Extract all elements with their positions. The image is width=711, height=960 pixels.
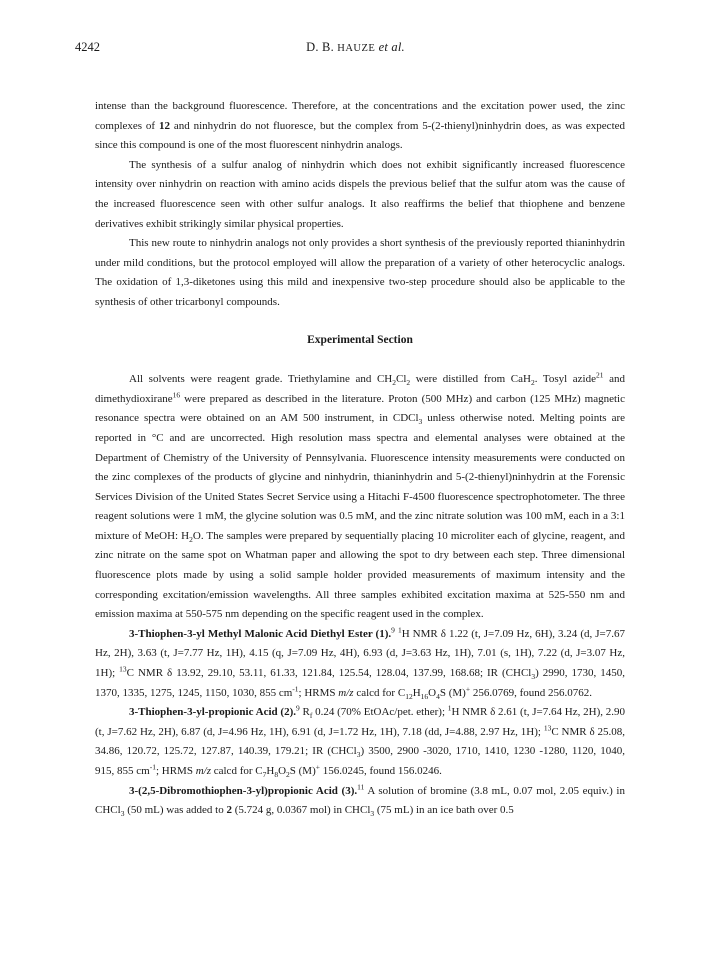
compound-title: 3-(2,5-Dibromothiophen-3-yl)propionic Acid (3).	[129, 784, 358, 797]
author-surname: HAUZE	[337, 43, 376, 54]
compound-title: 3-Thiophen-3-yl Methyl Malonic Acid Diethyl Ester (1).	[129, 627, 392, 640]
paragraph: This new route to ninhydrin analogs not only provides a short synthesis of the previously reported thianinhydrin under mild conditions, but the protocol employed will allow the preparation of a variety of other heterocyclic analogs. The oxidation of 1,3-diketones using this mild and inexpensive two-step procedure should also be applicable to the synthesis of other tricarbonyl compounds.	[95, 237, 625, 308]
compound-title: 3-Thiophen-3-yl-propionic Acid (2).	[129, 706, 296, 719]
experimental-paragraph: All solvents were reagent grade. Triethylamine and $CH_2Cl_2$ were distilled from CaH$_2$. Tosyl azide$^{21}$ and dimethydioxirane$^{16}$ were prepared as described in the literature. Proton (500 MHz) and carbon (125 MHz) magnetic resonance spectra were obtained on an AM 500 instrument, in CDCl$_3$ unless otherwise noted. Melting points are reported in °C and are uncorrected. High resolution mass spectra and elemental analyses were obtained at the Department of Chemistry of the University of Pennsylvania. Fluorescence intensity measurements were conducted on the zinc complexes of the products of glycine and ninhydrin, thianinhydrin and 5-(2-thienyl)ninhydrin at the Forensic Services Division of the United States Secret Service using a Hitachi F-4500 fluorescence spectrophotometer. The three reagent solutions were 1 mM, the glycine solution was 0.5 mM, and the zinc nitrate solution was 100 mM, each in a 3:1 mixture of MeOH: $H_2O$. The samples were prepared by sequentially placing 10 microliter each of glycine, reagent, and zinc nitrate on the same spot on Whatman paper and allowing the spot to dry between each step. Three dimensional fluorescence plots made by using a solid sample holder provided measurements of maximum intensity and the corresponding excitation/emission wavelengths. All three samples exhibited excitation maxima at 525-550 nm and emission maxima at 550-575 nm depending on the specific reagent used in the complex.	[95, 370, 625, 621]
compound-3-entry: 3-(2,5-Dibromothiophen-3-yl)propionic Acid (3).$^{11}$ A solution of bromine (3.8 mL, 0.07 mol, 2.05 equiv.) in CHCl$_3$ (50 mL) was added to 2 (5.724 g, 0.0367 mol) in CHCl$_3$ (75 mL) in an ice bath over 0.5	[95, 781, 625, 819]
compound-1-entry: 3-Thiophen-3-yl Methyl Malonic Acid Diethyl Ester (1).$^9$ $^1$H NMR δ 1.22 (t, J=7.09 Hz, 6H), 3.24 (d, J=7.67 Hz, 2H), 3.63 (t, J=7.77 Hz, 1H), 4.15 (q, J=7.09 Hz, 4H), 6.93 (d, J=3.63 Hz, 1H), 7.01 (s, 1H), 7.22 (d, J=3.07 Hz, 1H); $^{13}$C NMR δ 13.92, 29.10, 53.11, 61.33, 121.84, 125.54, 128.04, 137.99, 168.68; IR (CHCl$_3$) 2990, 1730, 1450, 1370, 1335, 1275, 1245, 1150, 1030, 855 $cm^{-1}$; HRMS m/z calcd for $C_{12}H_{16}O_4S$ (M)+ 256.0769, found 256.0762.	[95, 625, 626, 701]
page-number: 4242	[75, 40, 100, 54]
section-title: Experimental Section	[307, 333, 413, 346]
paragraph: The synthesis of a sulfur analog of ninhydrin which does not exhibit significantly increased fluorescence intensity over ninhydrin on reaction with amino acids dispels the previous belief that the sulfur atom was the cause of the increased fluorescence seen with other sulfur analogs. It also reaffirms the belief that thiophene and benzene derivatives exhibit strikingly similar physical properties.	[95, 158, 625, 230]
compound-2-entry: 3-Thiophen-3-yl-propionic Acid (2).$^9$ $R_f$ 0.24 (70% EtOAc/pet. ether); $^1$H NMR δ 2.61 (t, J=7.64 Hz, 2H), 2.90 (t, J=7.62 Hz, 2H), 6.87 (d, J=4.96 Hz, 1H), 6.91 (d, J=1.72 Hz, 1H), 7.18 (dd, J=4.88, 2.97 Hz, 1H); $^{13}$C NMR δ 25.08, 34.86, 120.72, 125.72, 127.87, 140.39, 179.21; IR (CHCl$_3$) 3500, 2900 -3020, 1710, 1410, 1230 -1280, 1120, 1040, 915, 855 $cm^{-1}$; HRMS m/z calcd for $C_7H_8O_2S$ (M)+ 156.0245, found 156.0246.	[95, 703, 625, 780]
running-header	[75, 40, 636, 56]
paragraph: intense than the background fluorescence. Therefore, at the concentrations and the excitation power used, the zinc complexes of 12 and ninhydrin do not fluoresce, but the complex from 5-(2-thienyl)ninhydrin does, as was expected since this compound is one of the most fluorescent ninhydrin analogs.	[95, 100, 626, 152]
running-head: D. B. HAUZE et al.	[306, 40, 405, 54]
article-body	[95, 97, 625, 821]
